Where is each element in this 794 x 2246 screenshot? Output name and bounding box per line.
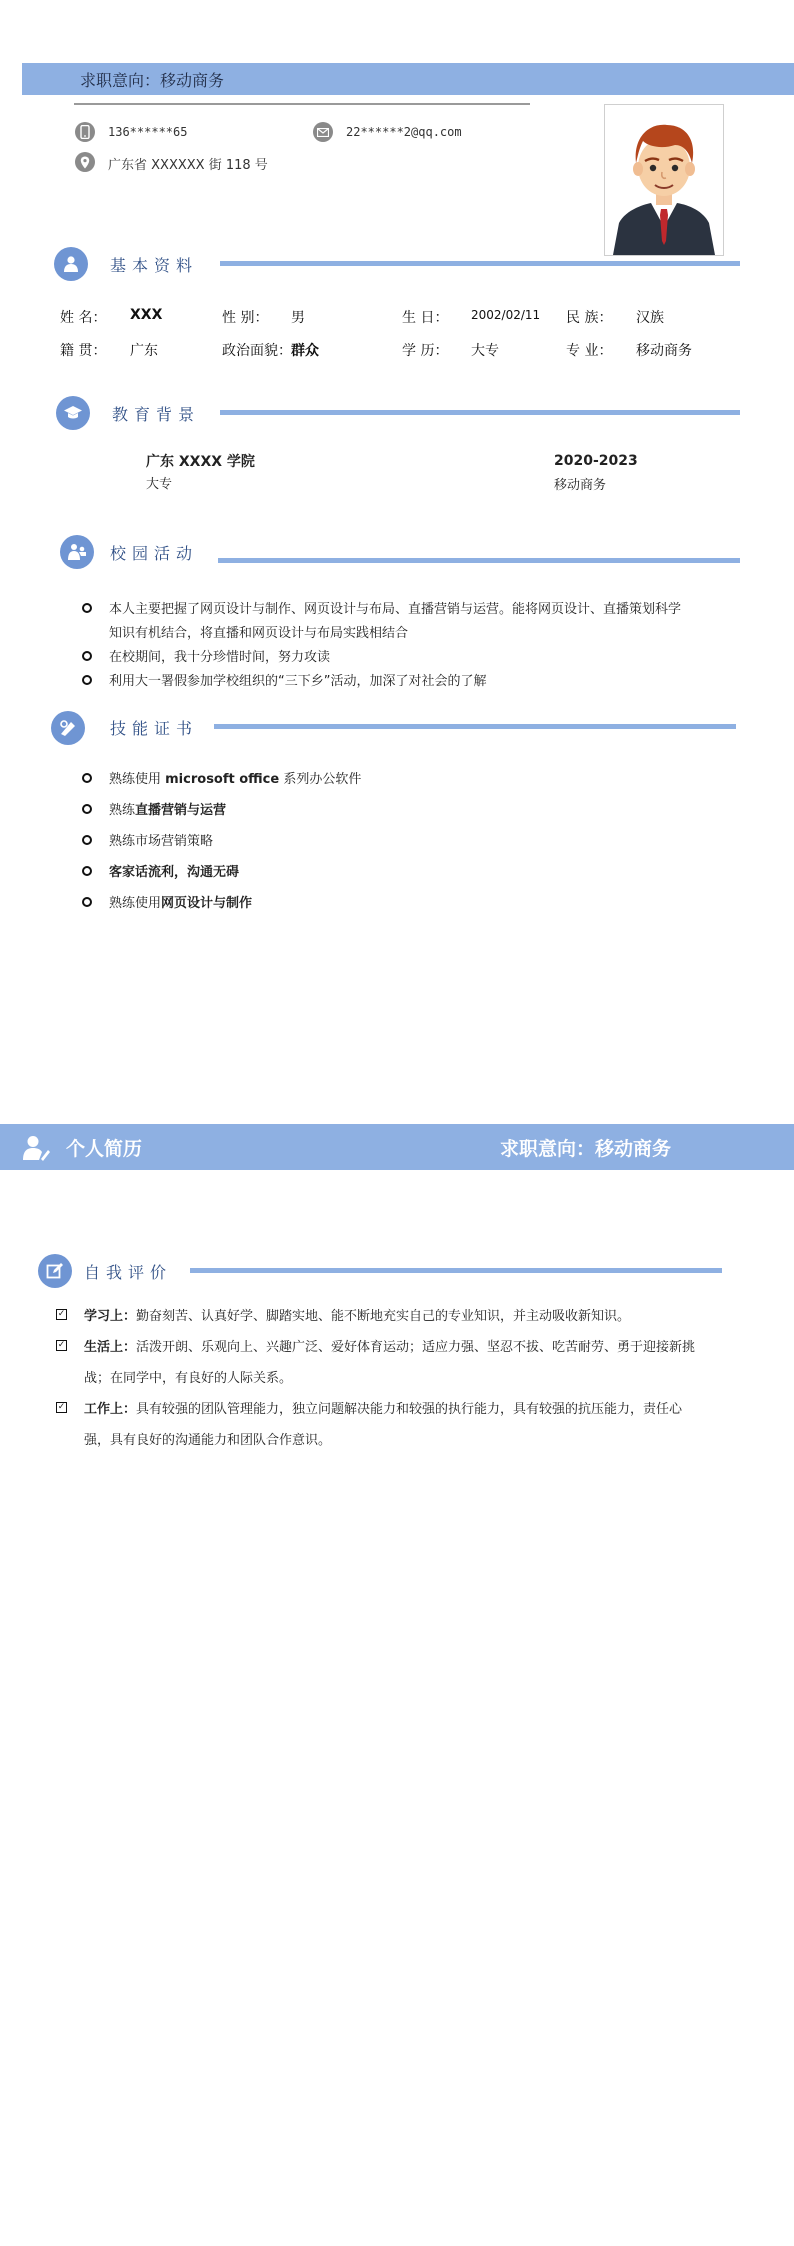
skill-item: 熟练直播营销与运营 bbox=[82, 799, 682, 830]
header-divider bbox=[74, 103, 530, 105]
bullet-dot bbox=[82, 804, 92, 814]
basic-ethnic-label: 民 族： bbox=[566, 310, 613, 326]
basic-major-label: 专 业： bbox=[566, 343, 613, 359]
basic-ethnic-value: 汉族 bbox=[636, 310, 664, 326]
basic-edu-label: 学 历： bbox=[402, 343, 449, 359]
skill-item: 熟练使用网页设计与制作 bbox=[82, 892, 682, 923]
campus-section-icon bbox=[60, 535, 94, 569]
campus-item: 在校期间，我十分珍惜时间，努力攻读 bbox=[82, 646, 692, 670]
section-title-self-eval: 自我评价 bbox=[84, 1263, 173, 1282]
education-degree: 大专 bbox=[146, 477, 173, 492]
campus-item: 利用大一署假参加学校组织的“三下乡”活动，加深了对社会的了解 bbox=[82, 670, 692, 694]
basic-edu-value: 大专 bbox=[471, 343, 499, 359]
basic-origin-label: 籍 贯： bbox=[60, 343, 107, 359]
phone-number: 136******65 bbox=[108, 125, 188, 139]
objective-header-bar bbox=[22, 63, 794, 95]
self-eval-list bbox=[56, 1301, 706, 1456]
basic-birth-label: 生 日： bbox=[402, 310, 449, 326]
checkbox-icon: ✓ bbox=[57, 1309, 66, 1319]
email-address: 22******2@qq.com bbox=[346, 125, 462, 139]
profile-photo bbox=[604, 104, 724, 256]
basic-political-label: 政治面貌： bbox=[222, 343, 292, 359]
location-icon bbox=[75, 152, 95, 172]
section-line-self-eval bbox=[190, 1268, 722, 1273]
section-title-campus: 校园活动 bbox=[110, 544, 199, 563]
phone-icon bbox=[75, 122, 95, 142]
resume-title-band bbox=[0, 1124, 794, 1170]
bullet-dot bbox=[82, 773, 92, 783]
education-school: 广东 XXXX 学院 bbox=[146, 454, 255, 470]
self-eval-item-life: ✓ 生活上：活泼开朗、乐观向上、兴趣广泛、爱好体育运动；适应力强、坚忍不拔、吃苦耐劳、勇于迎接新挑战；在同学中，有良好的人际关系。 bbox=[57, 1340, 696, 1386]
bullet-dot bbox=[82, 675, 92, 685]
checkbox-icon: ✓ bbox=[57, 1402, 66, 1412]
section-line-basic bbox=[220, 261, 740, 266]
bullet-dot bbox=[82, 866, 92, 876]
basic-name-label: 姓 名： bbox=[60, 310, 107, 326]
resume-title: 个人简历 bbox=[66, 1138, 143, 1160]
basic-political-value: 群众 bbox=[291, 343, 319, 359]
section-title-basic: 基本资料 bbox=[110, 256, 199, 275]
basic-info-section-icon bbox=[54, 247, 88, 281]
basic-birth-value: 2002/02/11 bbox=[471, 308, 541, 322]
basic-gender-label: 性 别： bbox=[222, 310, 269, 326]
resume-band-objective: 求职意向：移动商务 bbox=[500, 1138, 672, 1160]
education-major: 移动商务 bbox=[554, 478, 607, 493]
skill-item: 熟练使用 microsoft office 系列办公软件 bbox=[82, 768, 682, 799]
education-period: 2020-2023 bbox=[554, 453, 638, 469]
education-section-icon bbox=[56, 396, 90, 430]
resume-user-icon bbox=[22, 1135, 50, 1165]
skills-list bbox=[82, 768, 682, 923]
objective-header-text: 求职意向：移动商务 bbox=[80, 71, 225, 90]
self-eval-section-icon bbox=[38, 1254, 72, 1288]
self-eval-item-work: ✓ 工作上：具有较强的团队管理能力，独立问题解决能力和较强的执行能力，具有较强的抗压能力，责任心强，具有良好的沟通能力和团队合作意识。 bbox=[57, 1402, 683, 1448]
section-line-skills bbox=[214, 724, 736, 729]
basic-gender-value: 男 bbox=[291, 310, 305, 326]
self-eval-item-study: ✓ 学习上：勤奋刻苦、认真好学、脚踏实地、能不断地充实自己的专业知识，并主动吸收新知识。 bbox=[57, 1309, 631, 1324]
bullet-dot bbox=[82, 835, 92, 845]
bullet-dot bbox=[82, 897, 92, 907]
campus-item: 本人主要把握了网页设计与制作、网页设计与布局、直播营销与运营。能将网页设计、直播策划科学知识有机结合，将直播和网页设计与布局实践相结合 bbox=[82, 598, 692, 646]
skill-item: 熟练市场营销策略 bbox=[82, 830, 682, 861]
home-address: 广东省 XXXXXX 街 118 号 bbox=[108, 158, 268, 173]
campus-list bbox=[82, 598, 692, 694]
section-line-education bbox=[220, 410, 740, 415]
section-title-skills: 技能证书 bbox=[110, 719, 199, 738]
email-icon bbox=[313, 122, 333, 142]
checkbox-icon: ✓ bbox=[57, 1340, 66, 1350]
basic-name-value: XXX bbox=[130, 307, 163, 323]
skill-item: 客家话流利，沟通无碍 bbox=[82, 861, 682, 892]
section-line-campus bbox=[218, 558, 740, 563]
section-title-education: 教育背景 bbox=[112, 405, 201, 424]
bullet-dot bbox=[82, 603, 92, 613]
bullet-dot bbox=[82, 651, 92, 661]
basic-origin-value: 广东 bbox=[130, 343, 158, 359]
basic-major-value: 移动商务 bbox=[636, 343, 692, 359]
skills-section-icon bbox=[51, 711, 85, 745]
